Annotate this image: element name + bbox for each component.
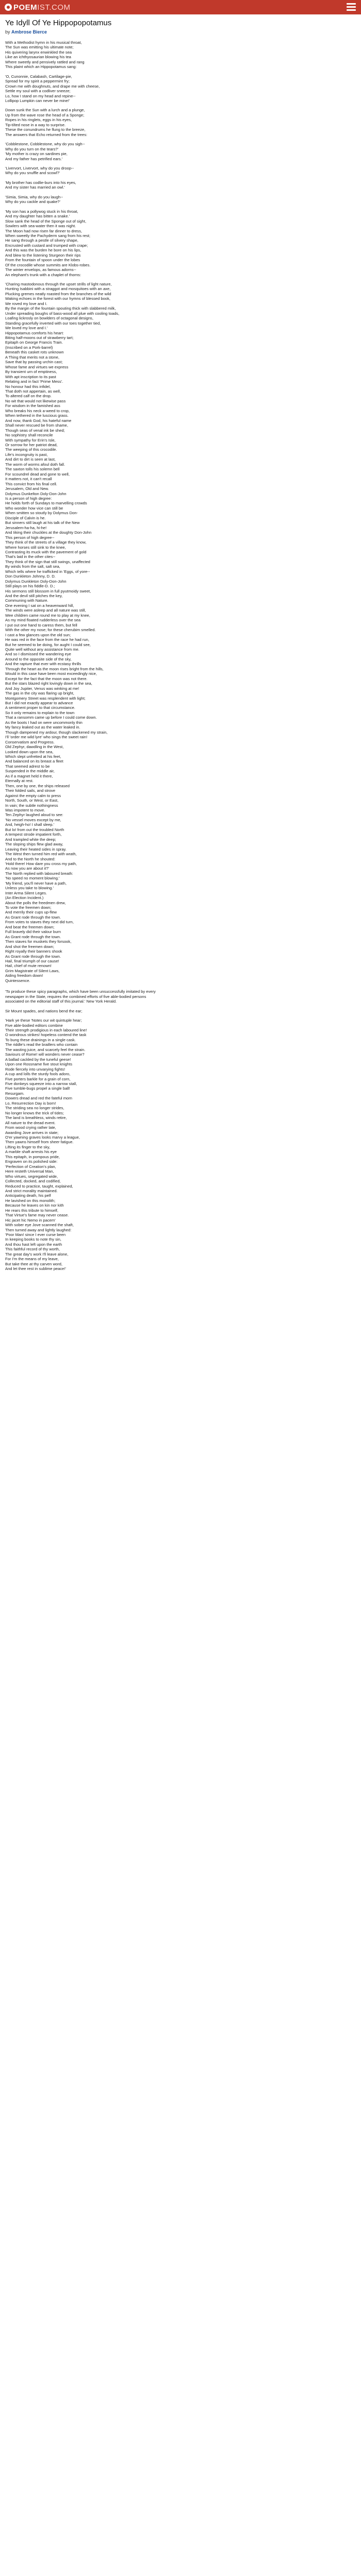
poem-line: Sir Mount spades, and nations bend the ear; xyxy=(5,1008,83,1013)
poem-line: The land is breathless, winds retire, xyxy=(5,1115,67,1121)
poem-line: Lifting its finger to the sky, xyxy=(5,1144,51,1149)
poem-line: This faithful record of thy worth, xyxy=(5,1247,60,1252)
poem-line: As my mind floated rudderless over the sea xyxy=(5,618,81,623)
poem-line: As Grant rode through the town. xyxy=(5,954,61,959)
poem-line: All nature to the dread event. xyxy=(5,1120,56,1125)
poem-line: From the fountain of spoon under the lobes xyxy=(5,258,80,263)
poem-line: And the devil still pitches the key, xyxy=(5,594,63,599)
poem-line: The riddle's read the braillers who contain xyxy=(5,1042,78,1047)
poem-line: Then turned away and lightly laughed: xyxy=(5,1227,72,1232)
poem-line: The striding sea no longer strides, xyxy=(5,1106,64,1111)
poem-line: And beat the freemen down; xyxy=(5,924,55,929)
poem-line: Why do you cackle and quake?' xyxy=(5,199,60,205)
poem-line: 'Livervort, Livervort, why do you droop-- xyxy=(5,165,74,171)
poem-line: 'Charing mastodonous through the upset strills of light nature, xyxy=(5,282,112,287)
poem-line: Disciple of Calvin is he. xyxy=(5,515,46,520)
poem-line: Lo, Resurrection Day is born! xyxy=(5,1100,56,1106)
poem-line: 'My brother has codlie-burs into his eyes, xyxy=(5,180,76,185)
poem-line: And my sister has married an owl.' xyxy=(5,185,65,190)
poem-line: For scoundrel dead and gone to well, xyxy=(5,471,70,477)
poem-stanza xyxy=(5,74,356,104)
poem-line: The wasting juice, and scarcely feel the strain. xyxy=(5,1047,86,1052)
poem-line: Here resteth Universal Man, xyxy=(5,1169,54,1174)
poem-line: Life's incongruity is past, xyxy=(5,452,48,457)
poem-line: He sang through a pestle of silvery shape, xyxy=(5,238,78,243)
poem-line: This convict from his final cell. xyxy=(5,481,57,486)
poem-line: That doth not appertain, as well, xyxy=(5,389,61,394)
poem-line: The winter envelops, as famous adorns-- xyxy=(5,267,76,273)
poem-line: Five able-bodied editors combine xyxy=(5,1023,63,1028)
poem-line: Like an ichthyosaurian blowing his tea xyxy=(5,55,71,60)
poem-line: 'No vessel moves except by me, xyxy=(5,817,61,822)
poem-line: 'My mother is crazy on sardines pie, xyxy=(5,151,68,157)
poem-line: Their folded sails, and strove xyxy=(5,788,56,793)
poem-line: 'O, Cunonnie, Calabash, Cartilage-pie, xyxy=(5,74,72,79)
poem-line: With the other my nose; for these cherubim smelled. xyxy=(5,628,96,633)
poem-line: And merrily their cups up-flew xyxy=(5,910,57,915)
poem-line: The saxton tolls his solemn bell xyxy=(5,467,60,472)
poem-line: I put out one hand to caress them, but fell xyxy=(5,622,77,628)
poem-line: Aiding freedom down! xyxy=(5,973,43,978)
poem-line: A Thing that merits not a stone, xyxy=(5,354,59,360)
poem-line: And shot the freemen down; xyxy=(5,944,54,949)
poem-line: As if a magnet held it there, xyxy=(5,773,53,778)
poem-line: Crown me with doughnuts, and drape me with cheese, xyxy=(5,83,100,89)
poem-line: And strict morality maintained. xyxy=(5,1188,58,1193)
poem-line: Looked down upon the sea, xyxy=(5,749,54,754)
poem-line: And blew to the listening Sturgeon their rips xyxy=(5,252,81,258)
poem-line: The sloping ships flew glad away, xyxy=(5,842,63,847)
poem-line: He lavished on this monolith; xyxy=(5,1198,56,1203)
poem-line: Through the heart as the moon rises bright from the hills, xyxy=(5,666,104,671)
poem-line: Hippopotamus comforts his heart: xyxy=(5,330,64,335)
poem-line: 'Hark ye these 'Notes our wit quintuple hear; xyxy=(5,1018,82,1023)
poem-line: And this was the burden he bore on his lips, xyxy=(5,248,81,253)
poem-line: And my father has petrified ears.' xyxy=(5,156,63,161)
poem-line: Against the empty calm to press xyxy=(5,793,61,798)
poem-line: Was impotent to move. xyxy=(5,807,45,812)
poem-stanza xyxy=(5,40,356,70)
poem-line: When smitten so stoutly by Dolymus Don- xyxy=(5,511,78,516)
poem-line: The gas in the city was flaring up bright, xyxy=(5,691,74,696)
poem-line: 'Poor Man! since I ever curse been xyxy=(5,1232,66,1238)
poem-line: With a Methodist hymn in his musical throat, xyxy=(5,40,82,45)
poem-line: This person of high degree-- xyxy=(5,535,55,540)
poem-line: Then yawns himself from sheer fatigue. xyxy=(5,1140,74,1145)
poem-line: I'll 'order me wild lyre' who sings the sweet rain! xyxy=(5,735,88,740)
poem-stanza xyxy=(5,180,356,190)
poem-line: Then staves for muskets they forsook, xyxy=(5,939,72,944)
poem-line: Would in this case have been most exceedingly nice, xyxy=(5,671,97,676)
poem-line: The worm of worms afoul doth fall. xyxy=(5,462,65,467)
poem-line: In vain; the subtle nothingness xyxy=(5,803,58,808)
poem-line: Wee children came round me to play at my knee, xyxy=(5,613,90,618)
poem-line: As the boots I had on were uncommonly thin xyxy=(5,720,83,725)
poem-line: Spread for my spirit a peppermint fry; xyxy=(5,79,70,84)
poem-line: The North replied with laboured breath: xyxy=(5,871,73,876)
poem-line: Hail, chief of mute renown! xyxy=(5,963,52,969)
poem-line: Unless you take to blowing.' xyxy=(5,886,54,891)
poem-line: Dowers dread and red the fateful morn xyxy=(5,1096,73,1101)
poem-line: O wondrous strikes! hopeless contend the task xyxy=(5,1032,87,1038)
poem-line: Anticipating death, his pelf xyxy=(5,1193,51,1198)
poem-line: Old Zephyr, dawdling in the West, xyxy=(5,744,64,750)
poem-line: Conservatism and Progress. xyxy=(5,739,55,744)
poem-line: Though seas of venal ink be shed; xyxy=(5,428,65,433)
poem-line: Why do you snuffle and scowl?' xyxy=(5,171,60,176)
poem-line: Biting half-moons out of strawberry tart; xyxy=(5,335,74,341)
poem-line: Contrasting its muck with the pavement of gold xyxy=(5,549,87,554)
poem-line: Loafing lickrosly on bowlders of octagonal designs, xyxy=(5,316,93,321)
poem-line: Suspended in the middle air, xyxy=(5,769,55,774)
poem-line: This plaint which an Hippopotamus sang: xyxy=(5,64,77,70)
poem-line: Why do you turn on the tears?' xyxy=(5,146,59,151)
poem-line: With sympathy for Erin's Isle, xyxy=(5,437,56,443)
poem-line: As now you are about it?' xyxy=(5,866,50,871)
poem-line: His quivering larynx enwinkled the sea xyxy=(5,49,72,55)
poem-line: And, heigh-ho! I shall sleep.' xyxy=(5,822,55,827)
poem-line: Shall never rescued be from shame, xyxy=(5,423,68,428)
poem-line: But he seemed to be doing, for aught I could see, xyxy=(5,642,91,647)
poem-line: They think of the streets of a village they know, xyxy=(5,540,87,545)
poem-line: But take thee at thy carven word, xyxy=(5,1261,63,1266)
poem-line: Under spreading boughs of bass-wood all plue with cooling toads, xyxy=(5,311,120,316)
poem-line: Quintessence. xyxy=(5,978,30,983)
poem-line: Saviours of Rome! will wonders never cease? xyxy=(5,1052,85,1057)
poem-line: It matters not, it can't recall xyxy=(5,477,52,482)
poem-line: An elephant's trunk with a chaplet of thorns: xyxy=(5,272,81,277)
poem-stanza xyxy=(5,1009,356,1013)
poem-line: A marble shaft arrests his eye xyxy=(5,1149,57,1155)
poem-line: Awarding Jove arrives in state; xyxy=(5,1130,59,1135)
poem-line: Jerusalem, Old and New. xyxy=(5,486,49,492)
poem-line: But the stars blazed right lovingly down in the sea, xyxy=(5,681,92,686)
poem-line: But I did not exactly appear to advance xyxy=(5,701,73,705)
poem-line: Ten Zephyr laughed aloud to see: xyxy=(5,812,63,818)
poem-line: My fancy leaked out as the water leaked in. xyxy=(5,725,80,730)
poem-line: No honour had this infidel, xyxy=(5,384,51,389)
poem-line: Who virtues, segregated wide, xyxy=(5,1174,58,1179)
poem-line: Jerusalem-ha-ha, hi-he! xyxy=(5,525,47,530)
poem-line: Resurgam. xyxy=(5,1091,25,1096)
poem-line: Full bravely did their valour burn xyxy=(5,929,61,935)
poem-line: Still plays on his fiddle-D. D.; xyxy=(5,584,55,589)
poem-line: These the conundrums he flung to the breeze, xyxy=(5,127,86,132)
byline-prefix: by xyxy=(5,29,10,35)
poem-line: That a ransomm came up before I could come down. xyxy=(5,715,97,720)
poem-line: (Inscribed on a Pork-barrel) xyxy=(5,345,53,350)
poem-line: Hic jacet hic Nemo in pacem' xyxy=(5,1217,56,1223)
logo-icon xyxy=(5,4,12,11)
poem-stanza xyxy=(5,195,356,205)
poem-line: The Moon had now risen far dinner to dress, xyxy=(5,228,83,233)
poem-line: So it only remains to explain to the town xyxy=(5,710,75,715)
poem-line: By the margin of the fountain spouting thick with slabbered milk, xyxy=(5,306,116,311)
poem-line: From wood crying rather late, xyxy=(5,1125,56,1130)
poem-line: Their strength prodigious in each laboured line! xyxy=(5,1028,87,1032)
poem-line: Communing with Nature. xyxy=(5,598,48,603)
poem-line: Slow sank the head of the Sponge out of sight, xyxy=(5,218,87,224)
poem-line: 'My friend, you'll never have a path, xyxy=(5,880,67,886)
poem-line: Right royally their banners shook xyxy=(5,949,62,954)
poem-line: For I'm the means of my leave, xyxy=(5,1257,59,1262)
poem-line: And the rapture that ever with ecstasy thrills xyxy=(5,662,81,667)
poem-line: And thou hast left upon the earth xyxy=(5,1242,62,1247)
poem-line: Where sweetly and pensively rattled and rang xyxy=(5,59,85,64)
poem-line: A ballad cackled by the tuneful geese! xyxy=(5,1057,71,1062)
poem-line: In keeping books to note thy sin, xyxy=(5,1237,61,1242)
poem-line: And now, thank God, his hateful name xyxy=(5,418,72,423)
poem-line: 'Cobblestone, Cobblestone, why do you sigh-- xyxy=(5,142,85,147)
poem-line: And my daughter has bitten a snake.' xyxy=(5,214,70,219)
poem-line: The great day's work I'll leave alone, xyxy=(5,1251,69,1257)
poem-line: Standing gracefully inverted with our toes together tied, xyxy=(5,320,101,326)
poem-line: Five donkeys squeeze into a narrow stall, xyxy=(5,1081,77,1086)
poem-line: And balanced on its breast a fleet xyxy=(5,759,63,764)
poem-line: Hunting Isabbini with a straggot and mosquitoes with an axe, xyxy=(5,286,111,292)
logo-tld-text: IST.COM xyxy=(37,3,71,12)
poem-stanza xyxy=(5,209,356,277)
poem-line: Quite well without any assistance from me. xyxy=(5,647,79,652)
poem-line: The Sun was emitting his ultimate note; xyxy=(5,45,74,50)
poem-line: Or sorrow for her patriot dead, xyxy=(5,442,58,447)
poem-line: Which slept unfretted at his feet, xyxy=(5,754,61,759)
poem-line: Plucking gremes neatly roasted from the branches of the wild xyxy=(5,291,111,296)
poem-after-note xyxy=(5,1009,356,1272)
poem-line: Up from the wave rose the head of a Sponge; xyxy=(5,112,85,117)
poem-line: And to the North he shouted: xyxy=(5,856,56,861)
poem-footnote: 'To produce these spicy paragraphs, which have been unsuccessfully imitated by every newspaper in the State, requires the combined efforts of five able-bodied persons associated on the editorial staff of this journal.' New York Herald. xyxy=(5,989,156,1004)
poem-content xyxy=(5,19,356,1276)
poem-line: Down sunk the Sun with a lurch and a plunge, xyxy=(5,108,85,113)
poem-line: Montgomery Street was resplendent with light; xyxy=(5,696,86,701)
poem-line: Tip-tilted nose in a way to surprise. xyxy=(5,122,66,127)
poem-line: Inter Arma Silent Leges. xyxy=(5,890,47,895)
poem-line: 'Perfection of Creation's plan, xyxy=(5,1164,56,1169)
poem-line: Lo, how I stand on my head and repine-- xyxy=(5,93,76,98)
poem-line: And trampled white the deep; xyxy=(5,837,56,842)
poem-line: He rears this tribute to himself, xyxy=(5,1208,58,1213)
poem-stanza xyxy=(5,1018,356,1272)
poem-line: And so I dismissed the wandering eye xyxy=(5,652,71,657)
poem-line: He was red in the face from the race he had run, xyxy=(5,637,89,642)
poem-line: By winds from the salt, salt sea, xyxy=(5,564,60,569)
poem-line: A cup and lolls the sturdy fools adoro, xyxy=(5,1072,71,1077)
poem-stanza xyxy=(5,166,356,176)
poem-line: A sentiment proper to that circumstance. xyxy=(5,705,75,710)
poem-line: By transient urn of emptiness, xyxy=(5,369,57,375)
poem-line: Upon one Rossname five stout knights xyxy=(5,1062,73,1067)
poem-line: Hail, final triumph of our cause! xyxy=(5,959,59,964)
poem-line: Five tumble-bugs propel a single ball! xyxy=(5,1086,70,1091)
poem-line: Eternally at rest. xyxy=(5,778,34,784)
poem-line: Lollipop Lumpkin can never be mine!' xyxy=(5,98,70,103)
poem-line: With sober eye Jove scanned the shaft, xyxy=(5,1223,74,1228)
poem-title: Ye Idyll Of Ye Hippopopotamus xyxy=(5,19,112,27)
poem-line: Relating and in fact 'Prime Mess'. xyxy=(5,379,63,384)
poem-line: No wit that would not likewise pass xyxy=(5,398,66,403)
poem-line: That seemed adrest to be xyxy=(5,764,50,769)
poem-line: And dirt to dirt is seen at last, xyxy=(5,457,56,462)
poem-line: Then, one by one, the ships released xyxy=(5,783,70,788)
poem-line: The West then turned him red with wrath, xyxy=(5,852,77,857)
poem-line: That's laid in the other cites-- xyxy=(5,554,56,560)
poem-line: 'My son has a pollywog stuck in his throat, xyxy=(5,209,78,214)
logo-brand-text: POEM xyxy=(13,3,38,12)
poem-line: No longer knows the trick of tides; xyxy=(5,1110,64,1115)
poem-line: Where horses still sink to the knee, xyxy=(5,545,66,550)
author-link[interactable]: Ambrose Bierce xyxy=(11,29,47,35)
poem-line: Sowlers with sea-water then it was night. xyxy=(5,224,76,229)
poem-line: Beneath this casket rots unknown xyxy=(5,350,64,355)
poem-line: To vote the freemen down; xyxy=(5,905,52,910)
poem-line: Waking echoes in the forest with our hymns of blessed book, xyxy=(5,296,111,301)
hamburger-menu-icon[interactable] xyxy=(347,3,356,11)
poem-line: Ropes in his ringlets, eggs in his eyes, xyxy=(5,117,72,123)
poem-stanza xyxy=(5,282,356,983)
poem-line: I cast a few glances upon the old sun; xyxy=(5,632,71,637)
poem-line: Whose fame and virtues we express xyxy=(5,364,69,369)
poem-line: Who breaks his neck a-weed to crop, xyxy=(5,408,70,413)
poem-line: Around to the opposite side of the sky, xyxy=(5,656,72,662)
poem-line: O'er yawning graves looks marvy a league, xyxy=(5,1134,80,1140)
poem-line: Encrusted with custard and trumped with crape; xyxy=(5,243,88,248)
poem-stanza xyxy=(5,108,356,137)
poem-line: His sermons still blossom in full pyutmoidy sweet, xyxy=(5,588,91,594)
poem-line: Leaving their heated sides in spray. xyxy=(5,846,67,852)
poem-line: The answers that Echo returned from the trees: xyxy=(5,132,88,137)
poem-line: Though dampened my ardour, though slackened my strain, xyxy=(5,730,108,735)
poem-line: Which tells where he trafficked in 'Eggs, of yore-- xyxy=(5,569,90,574)
poem-line: He holds forth of Sundays to marvelling crowds xyxy=(5,501,87,506)
poem-stanza xyxy=(5,142,356,161)
poem-line: Reduced to practice, taught, explained, xyxy=(5,1183,73,1189)
poem-line: We roved my love and I. xyxy=(5,301,47,306)
poem-line: Don Dunkleton Johnny, D. D. xyxy=(5,574,56,579)
poem-line: Of the crocodile whose summits are Klobs-robes. xyxy=(5,262,91,267)
poem-line: A tempest strode impatient forth, xyxy=(5,832,62,837)
poem-line: Grim Magistrate of Silent Laws, xyxy=(5,968,60,973)
poem-line: And Iiking their chuckles at the doughty Don-John xyxy=(5,530,92,535)
poem-line: Is a person of high degree: xyxy=(5,496,52,501)
poem-line: 'No speed no moment blowing.' xyxy=(5,876,60,881)
site-logo[interactable] xyxy=(5,3,71,12)
poem-line: Because he leaves on kin nor kith xyxy=(5,1203,64,1208)
poem-line: To altered calf on the drop. xyxy=(5,394,52,399)
site-header xyxy=(0,0,361,14)
poem-line: That Virtue's fame may never cease. xyxy=(5,1213,69,1218)
poem-line: We loved my love and I.' xyxy=(5,326,48,331)
poem-line: Collected, docked, and codified, xyxy=(5,1179,61,1184)
poem-line: 'Hold there! How dare you cross my path, xyxy=(5,861,77,866)
poem-line: With apt inscription to its past xyxy=(5,374,56,379)
poem-line: One evening I sat on a heavenward hill, xyxy=(5,603,74,608)
poem-line: And let thee rest in sublime peace!' xyxy=(5,1266,66,1272)
poem-line: Who wonder how vice can still be xyxy=(5,505,63,511)
poem-line: As Grant rode through the town. xyxy=(5,914,61,920)
poem-line: But sinners still laugh at his talk of the New xyxy=(5,520,80,526)
poem-line: Engraven on its polished side: xyxy=(5,1159,58,1164)
poem-line: They think of the sign that still swings, unaffected xyxy=(5,559,90,564)
poem-line: But lo! from out the troubled North xyxy=(5,827,64,832)
poem-line: About the polls the freedmen drew, xyxy=(5,900,66,905)
poem-line: When tethered in the luscious grass. xyxy=(5,413,69,418)
poem-line: (An Election Incident.) xyxy=(5,895,44,901)
poem-line: And Joy Jupiter, Venus was winking at me! xyxy=(5,686,79,691)
poem-body xyxy=(5,40,356,983)
poem-line: No sophistry shall reconcile xyxy=(5,433,53,438)
poem-line: The weeping of this crocodile. xyxy=(5,447,57,452)
poem-line: North, South, or West, or East, xyxy=(5,798,59,803)
poem-line: Epitaph on George Francis Train. xyxy=(5,340,63,345)
poem-line: The winds were asleep and all nature was still, xyxy=(5,608,86,613)
poem-line: 'Simia, Simia, why do you laugh-- xyxy=(5,194,63,199)
poem-line: When sweetly the Pachyderm sang from his rest; xyxy=(5,233,91,238)
poem-line: Dolymus Dunkelton Doly-Don-John xyxy=(5,491,67,496)
poem-line: Settle my soul with a codliver sneeze; xyxy=(5,89,71,94)
poem-line: Except for the fact that the moon was not there. xyxy=(5,676,88,681)
poem-line: Rode fiercely into unvarying fights! xyxy=(5,1066,65,1072)
poem-line: For wisdom in the famished ass xyxy=(5,403,60,409)
poem-line: Dolymus Dunkleton Doly-Don-John xyxy=(5,579,67,584)
byline xyxy=(5,29,356,35)
poem-line: Save that by passing urchin cast; xyxy=(5,360,63,365)
poem-line: To bung these drainings in a single cask. xyxy=(5,1037,76,1042)
poem-line: This epitaph, in pompous pride, xyxy=(5,1154,60,1159)
poem-line: Five porters barkle for a grain of corn, xyxy=(5,1076,71,1081)
poem-line: As Grant rode through the town. xyxy=(5,934,61,939)
poem-line: From votes to staves they next did turn, xyxy=(5,920,74,925)
